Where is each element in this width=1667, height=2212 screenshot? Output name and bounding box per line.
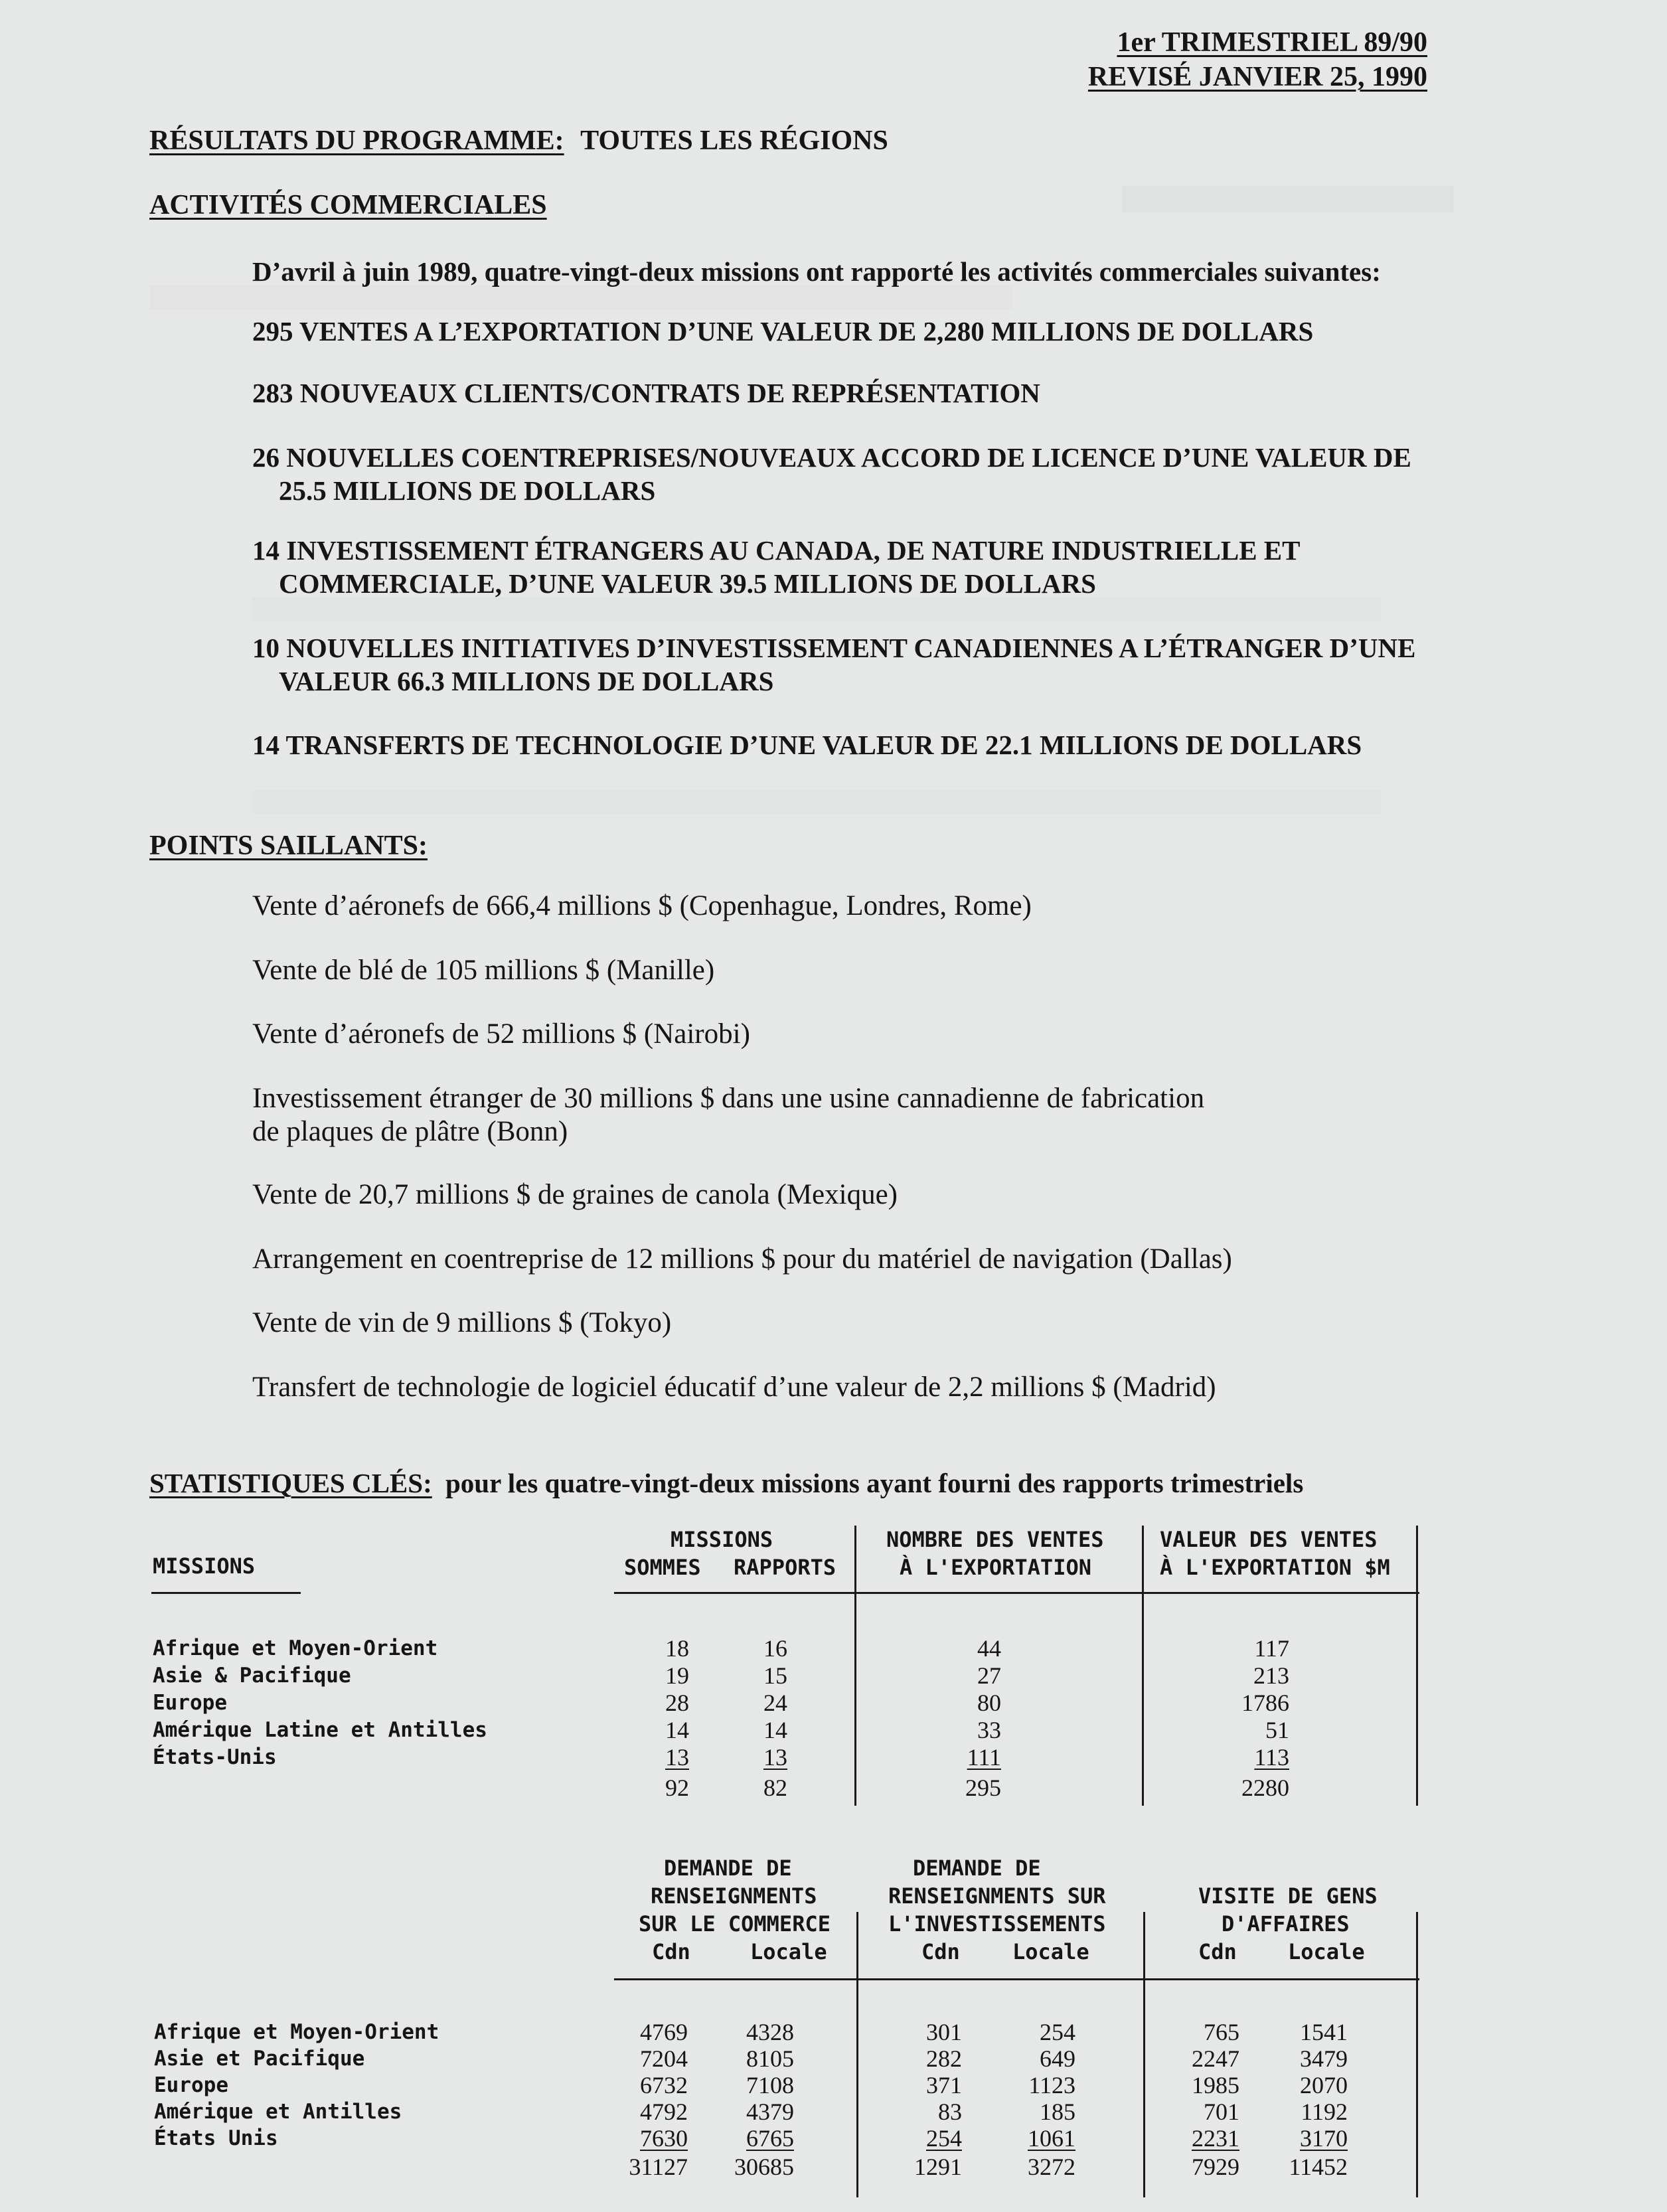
commercial-item: 14 TRANSFERTS DE TECHNOLOGIE D’UNE VALEUR DE 22.1 MILLIONS DE DOLLARS xyxy=(252,730,1362,760)
commercial-item-cont: COMMERCIALE, D’UNE VALEUR 39.5 MILLIONS DE DOLLARS xyxy=(279,568,1096,599)
stats-subheading: pour les quatre-vingt-deux missions ayant fourni des rapports trimestriels xyxy=(445,1468,1304,1498)
highlight-item: Vente d’aéronefs de 666,4 millions $ (Copenhague, Londres, Rome) xyxy=(252,890,1032,921)
highlight-item: Vente de 20,7 millions $ de graines de canola (Mexique) xyxy=(252,1179,898,1210)
table2-cell-l2: 649 xyxy=(1040,2045,1075,2072)
commercial-item-cont: 25.5 MILLIONS DE DOLLARS xyxy=(279,475,656,506)
bleed-through-mark xyxy=(1122,186,1454,212)
table1-cell-sommes: 14 xyxy=(665,1717,689,1743)
table1-cell-nombre: 111 xyxy=(967,1744,1001,1771)
table1-cell-valeur: 1786 xyxy=(1241,1690,1289,1716)
table2-total-l1: 30685 xyxy=(734,2154,794,2180)
table1-cell-sommes: 19 xyxy=(665,1662,689,1689)
table2-group2-line: L'INVESTISSEMENTS xyxy=(888,1911,1106,1936)
table2-cell-c1: 4792 xyxy=(640,2098,688,2125)
table2-cell-l1: 4379 xyxy=(746,2098,794,2125)
table2-cell-l3: 2070 xyxy=(1300,2072,1348,2098)
table2-row-label: Afrique et Moyen-Orient xyxy=(154,2020,439,2044)
table2-group3-line: VISITE DE GENS xyxy=(1198,1883,1378,1909)
commercial-item: 295 VENTES A L’EXPORTATION D’UNE VALEUR DE 2,280 MILLIONS DE DOLLARS xyxy=(252,316,1314,347)
highlight-item: Vente de blé de 105 millions $ (Manille) xyxy=(252,955,715,986)
table2-group1-line: DEMANDE DE xyxy=(664,1856,792,1881)
highlight-item: Vente d’aéronefs de 52 millions $ (Nairobi) xyxy=(252,1018,750,1050)
table1-cell-nombre: 80 xyxy=(977,1690,1001,1716)
table2-cell-c2: 282 xyxy=(926,2045,962,2072)
table2-sub-locale: Locale xyxy=(750,1939,827,1964)
table1-total-rapports: 82 xyxy=(763,1775,787,1801)
table1-cell-sommes: 13 xyxy=(665,1744,689,1771)
table1-row-header: MISSIONS xyxy=(153,1553,256,1579)
table2-cell-l3: 3170 xyxy=(1300,2125,1348,2152)
table1-group2-line1: NOMBRE DES VENTES xyxy=(886,1527,1104,1552)
highlight-item: Arrangement en coentreprise de 12 millions $ pour du matériel de navigation (Dallas) xyxy=(252,1243,1232,1275)
table2-cell-c3: 1985 xyxy=(1192,2072,1239,2098)
table2-cell-l3: 3479 xyxy=(1300,2045,1348,2072)
table2-group2-line: DEMANDE DE xyxy=(913,1856,1041,1881)
table1-row-label: Amérique Latine et Antilles xyxy=(153,1718,487,1742)
table2-total-c2: 1291 xyxy=(914,2154,962,2180)
table2-row-label: Europe xyxy=(154,2073,228,2097)
table2-cell-l1: 4328 xyxy=(746,2019,794,2045)
table1-cell-rapports: 15 xyxy=(763,1662,787,1689)
table2-total-c1: 31127 xyxy=(629,2154,688,2180)
table2-cell-c1: 6732 xyxy=(640,2072,688,2098)
table2-divider xyxy=(1416,1912,1418,2197)
table1-total-nombre: 295 xyxy=(965,1775,1001,1801)
table1-group3-line1: VALEUR DES VENTES xyxy=(1160,1527,1378,1552)
table2-cell-c2: 254 xyxy=(926,2125,962,2152)
table2-cell-c1: 4769 xyxy=(640,2019,688,2045)
table1-cell-nombre: 33 xyxy=(977,1717,1001,1743)
table2-cell-c3: 2247 xyxy=(1192,2045,1239,2072)
table1-group2-line2: À L'EXPORTATION xyxy=(900,1555,1091,1580)
table1-row-label: Asie & Pacifique xyxy=(153,1664,351,1688)
table1-total-valeur: 2280 xyxy=(1241,1775,1289,1801)
table1-group3-line2: À L'EXPORTATION $M xyxy=(1160,1555,1390,1580)
table2-cell-c3: 2231 xyxy=(1192,2125,1239,2152)
table1-col-rapports: RAPPORTS xyxy=(734,1555,836,1580)
table2-group1-line: RENSEIGNMENTS xyxy=(651,1883,817,1909)
header-quarter: 1er TRIMESTRIEL 89/90 xyxy=(1117,27,1427,58)
table1-cell-sommes: 18 xyxy=(665,1635,689,1662)
table1-cell-nombre: 27 xyxy=(977,1662,1001,1689)
table2-group3-line: D'AFFAIRES xyxy=(1222,1911,1350,1936)
table1-cell-rapports: 14 xyxy=(763,1717,787,1743)
table1-cell-valeur: 113 xyxy=(1254,1744,1289,1771)
table1-cell-sommes: 28 xyxy=(665,1690,689,1716)
table2-cell-l2: 185 xyxy=(1040,2098,1075,2125)
commercial-heading: ACTIVITÉS COMMERCIALES xyxy=(149,190,547,220)
highlight-item: Transfert de technologie de logiciel éducatif d’une valeur de 2,2 millions $ (Madrid) xyxy=(252,1372,1216,1403)
bleed-through-mark xyxy=(149,285,1012,309)
table2-cell-c2: 301 xyxy=(926,2019,962,2045)
table1-cell-valeur: 213 xyxy=(1253,1662,1289,1689)
table1-cell-valeur: 117 xyxy=(1254,1635,1289,1662)
table1-row-label: Europe xyxy=(153,1691,227,1715)
table1-divider xyxy=(854,1526,856,1806)
table1-row-label: Afrique et Moyen-Orient xyxy=(153,1636,438,1660)
table2-sub-locale: Locale xyxy=(1288,1939,1365,1964)
table1-cell-rapports: 13 xyxy=(763,1744,787,1771)
table2-cell-l1: 8105 xyxy=(746,2045,794,2072)
table2-row-label: Amérique et Antilles xyxy=(154,2100,402,2124)
table2-cell-c2: 371 xyxy=(926,2072,962,2098)
stats-heading: STATISTIQUES CLÉS: xyxy=(149,1468,432,1498)
table1-header-rule xyxy=(614,1592,1419,1594)
table2-cell-l3: 1541 xyxy=(1300,2019,1348,2045)
page-title xyxy=(149,125,888,157)
table2-group1-line: SUR LE COMMERCE xyxy=(639,1911,831,1936)
commercial-intro: D’avril à juin 1989, quatre-vingt-deux missions ont rapporté les activités commerciales suivantes: xyxy=(252,256,1381,287)
table2-total-l2: 3272 xyxy=(1028,2154,1075,2180)
table2-divider xyxy=(856,1912,858,2197)
table1-divider xyxy=(1142,1526,1144,1806)
page-title-value: TOUTES LES RÉGIONS xyxy=(580,125,888,156)
table2-total-c3: 7929 xyxy=(1192,2154,1239,2180)
table2-cell-l2: 1123 xyxy=(1028,2072,1075,2098)
commercial-item-cont: VALEUR 66.3 MILLIONS DE DOLLARS xyxy=(279,666,774,696)
table2-divider xyxy=(1143,1912,1145,2197)
table1-divider xyxy=(1416,1526,1418,1806)
table1-cell-valeur: 51 xyxy=(1265,1717,1289,1743)
table2-cell-l1: 6765 xyxy=(746,2125,794,2152)
bleed-through-mark xyxy=(252,790,1381,814)
table2-cell-c3: 765 xyxy=(1204,2019,1239,2045)
table1-col-sommes: SOMMES xyxy=(624,1555,701,1580)
stats-heading-line xyxy=(149,1467,1303,1499)
table2-cell-c1: 7630 xyxy=(640,2125,688,2152)
table2-sub-locale: Locale xyxy=(1012,1939,1089,1964)
table1-total-sommes: 92 xyxy=(665,1775,689,1801)
table2-cell-l2: 254 xyxy=(1040,2019,1075,2045)
table2-cell-c2: 83 xyxy=(938,2098,962,2125)
page-title-label: RÉSULTATS DU PROGRAMME: xyxy=(149,125,564,156)
header-revised: REVISÉ JANVIER 25, 1990 xyxy=(1087,62,1427,92)
table1-row-header-rule xyxy=(151,1592,301,1594)
commercial-item: 10 NOUVELLES INITIATIVES D’INVESTISSEMENT CANADIENNES A L’ÉTRANGER D’UNE xyxy=(252,633,1416,663)
table2-header-rule xyxy=(614,1978,1419,1980)
commercial-item: 283 NOUVEAUX CLIENTS/CONTRATS DE REPRÉSENTATION xyxy=(252,378,1040,408)
table2-cell-c1: 7204 xyxy=(640,2045,688,2072)
commercial-item: 26 NOUVELLES COENTREPRISES/NOUVEAUX ACCORD DE LICENCE D’UNE VALEUR DE xyxy=(252,442,1411,473)
table2-total-l3: 11452 xyxy=(1289,2154,1348,2180)
table2-sub-cdn: Cdn xyxy=(1198,1939,1237,1964)
table1-cell-rapports: 24 xyxy=(763,1690,787,1716)
table2-cell-l1: 7108 xyxy=(746,2072,794,2098)
highlights-heading: POINTS SAILLANTS: xyxy=(149,830,428,861)
table1-cell-nombre: 44 xyxy=(977,1635,1001,1662)
table2-sub-cdn: Cdn xyxy=(921,1939,960,1964)
bleed-through-mark xyxy=(252,597,1381,621)
table1-group1-title: MISSIONS xyxy=(671,1527,773,1552)
table2-cell-c3: 701 xyxy=(1204,2098,1239,2125)
table2-row-label: Asie et Pacifique xyxy=(154,2047,365,2071)
highlight-item: Vente de vin de 9 millions $ (Tokyo) xyxy=(252,1307,672,1338)
table2-sub-cdn: Cdn xyxy=(652,1939,690,1964)
table2-row-label: États Unis xyxy=(154,2126,278,2150)
table2-cell-l2: 1061 xyxy=(1028,2125,1075,2152)
highlight-item: Investissement étranger de 30 millions $ dans une usine cannadienne de fabrication xyxy=(252,1083,1205,1114)
table2-group2-line: RENSEIGNMENTS SUR xyxy=(888,1883,1106,1909)
commercial-item: 14 INVESTISSEMENT ÉTRANGERS AU CANADA, DE NATURE INDUSTRIELLE ET xyxy=(252,535,1301,566)
table1-row-label: États-Unis xyxy=(153,1745,277,1769)
highlight-item-cont: de plaques de plâtre (Bonn) xyxy=(252,1116,568,1147)
table2-cell-l3: 1192 xyxy=(1301,2098,1348,2125)
table1-cell-rapports: 16 xyxy=(763,1635,787,1662)
